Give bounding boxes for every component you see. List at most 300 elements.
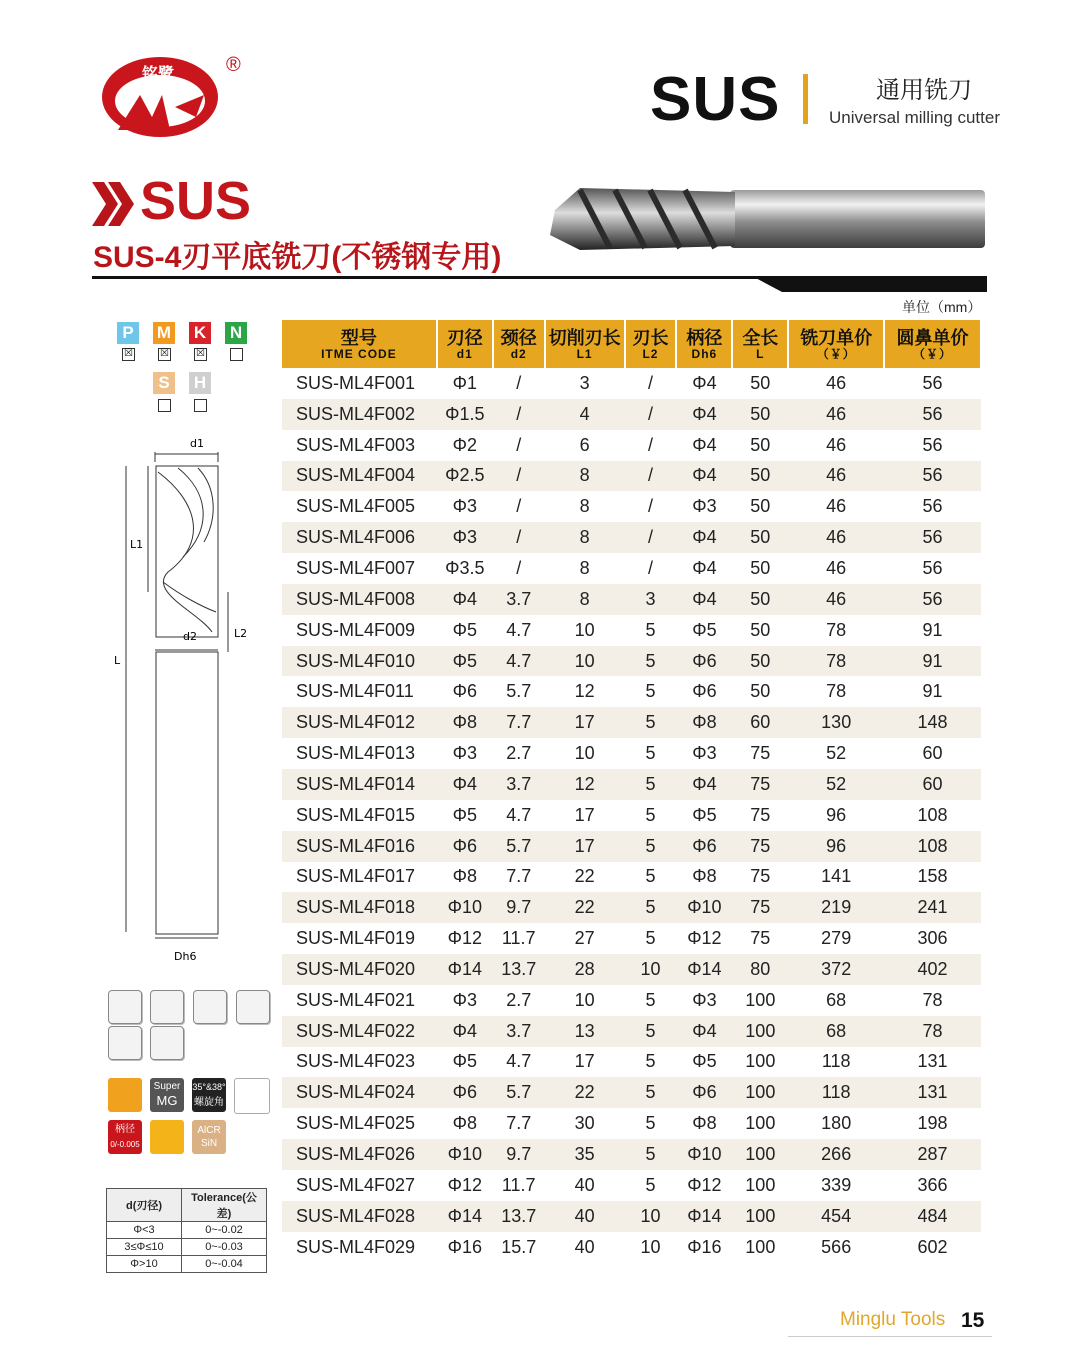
- spec-cell: Φ3: [692, 743, 717, 764]
- product-spec-table: [282, 320, 982, 1262]
- column-header-en: L: [756, 346, 765, 361]
- title-divider: [92, 276, 987, 292]
- spec-cell: 60: [732, 707, 788, 738]
- spec-cell: 56: [884, 399, 981, 430]
- table-row: [282, 1201, 981, 1232]
- spec-cell: 8: [545, 522, 625, 553]
- item-code-cell: SUS-ML4F029: [296, 1236, 416, 1257]
- column-header-cn: 颈径: [500, 327, 537, 348]
- spec-cell: 78: [788, 646, 884, 677]
- spec-cell: 130: [788, 707, 884, 738]
- spec-cell: 5: [625, 831, 677, 862]
- column-header-cn: 刃长: [632, 327, 669, 348]
- spec-cell: Φ3: [452, 496, 477, 517]
- table-row: [282, 1047, 981, 1078]
- spec-cell: 10: [625, 1201, 677, 1232]
- item-code-cell: SUS-ML4F011: [296, 681, 414, 702]
- spec-cell: Φ3: [437, 522, 493, 553]
- spec-cell: 484: [884, 1201, 981, 1232]
- spec-cell: Φ4: [676, 461, 732, 492]
- spec-cell: 10: [625, 954, 677, 985]
- column-header: [732, 320, 788, 368]
- tolerance-value: 0~-0.02: [182, 1222, 267, 1239]
- spec-cell: 372: [788, 954, 884, 985]
- spec-cell: 8: [545, 461, 625, 492]
- spec-cell: 96: [788, 831, 884, 862]
- table-row: [282, 1108, 981, 1139]
- coating-top: AlCR: [197, 1125, 221, 1136]
- column-header-cn: 刃径: [446, 327, 483, 348]
- spec-cell: Φ4: [437, 769, 493, 800]
- spec-cell: /: [625, 522, 677, 553]
- column-header-en: Dh6: [691, 346, 718, 361]
- spec-cell: 52: [788, 769, 884, 800]
- spec-cell: Φ1.5: [437, 399, 493, 430]
- item-code-cell: SUS-ML4F028: [282, 1201, 437, 1232]
- spec-cell: 108: [917, 804, 948, 825]
- table-row: [282, 800, 981, 831]
- spec-cell: 2.7: [506, 743, 532, 764]
- spec-cell: 78: [884, 1016, 981, 1047]
- table-row: [282, 707, 981, 738]
- spec-cell: 5: [645, 866, 656, 887]
- table-row: [282, 862, 981, 893]
- page-number: 15: [961, 1309, 985, 1332]
- item-code-cell: SUS-ML4F020: [282, 954, 437, 985]
- column-header-cn: 柄径: [686, 327, 723, 348]
- category-en: Universal milling cutter: [829, 108, 1000, 127]
- table-row: [282, 738, 981, 769]
- item-code-cell: SUS-ML4F016: [282, 831, 437, 862]
- footer-divider: [788, 1336, 992, 1337]
- spec-cell: 219: [788, 892, 884, 923]
- spec-cell: Φ5: [452, 804, 477, 825]
- spec-cell: Φ4: [676, 399, 732, 430]
- spec-cell: 5: [645, 1051, 656, 1072]
- spec-cell: 141: [821, 866, 852, 887]
- spec-cell: 100: [745, 1113, 776, 1134]
- spec-cell: 17: [574, 804, 595, 825]
- spec-cell: 56: [922, 496, 943, 517]
- helix-bottom: 螺旋角: [194, 1097, 224, 1108]
- spec-cell: Φ8: [676, 707, 732, 738]
- column-header: [437, 320, 493, 368]
- spec-cell: 46: [788, 461, 884, 492]
- side-milling-icon: [236, 990, 270, 1024]
- table-row: [282, 368, 981, 399]
- column-header-cn: 切削刃长: [548, 327, 621, 348]
- spec-cell: 17: [545, 707, 625, 738]
- spec-cell: 78: [922, 989, 943, 1010]
- spec-cell: 68: [826, 989, 847, 1010]
- spec-cell: 9.7: [493, 1139, 545, 1170]
- spec-cell: 28: [545, 954, 625, 985]
- spec-cell: 56: [922, 557, 943, 578]
- spec-cell: Φ3.5: [445, 557, 485, 578]
- slot-milling-icon: [150, 1026, 184, 1060]
- spec-cell: 50: [732, 646, 788, 677]
- item-code-cell: SUS-ML4F007: [296, 557, 416, 578]
- spec-cell: 75: [732, 892, 788, 923]
- item-code-cell: SUS-ML4F009: [296, 619, 416, 640]
- material-s-badge: S: [153, 372, 175, 394]
- spec-cell: Φ8: [692, 866, 717, 887]
- spec-cell: 100: [732, 1016, 788, 1047]
- four-flute-icon: [234, 1078, 270, 1114]
- spec-cell: 91: [922, 681, 943, 702]
- column-header-cn: 圆鼻单价: [896, 327, 969, 348]
- registered-mark: ®: [226, 54, 241, 76]
- material-n-checkbox: [230, 348, 243, 361]
- spec-cell: Φ2: [452, 434, 477, 455]
- spec-cell: 4: [545, 399, 625, 430]
- table-row: [282, 831, 981, 862]
- spec-cell: /: [493, 522, 545, 553]
- spec-cell: /: [516, 496, 522, 517]
- spec-cell: Φ14: [437, 954, 493, 985]
- material-s-checkbox: [158, 399, 171, 412]
- spec-cell: 75: [750, 866, 771, 887]
- label-L2: L2: [234, 627, 248, 640]
- table-row: [282, 584, 981, 615]
- series-code: SUS: [650, 65, 781, 134]
- spec-cell: Φ1: [452, 372, 477, 393]
- spec-cell: 7.7: [506, 1113, 532, 1134]
- column-header-cn: 铣刀单价: [800, 327, 873, 348]
- label-d2: d2: [183, 630, 197, 643]
- logo-text: 铭鹭: [141, 64, 175, 83]
- tolerance-range: Φ>10: [107, 1256, 182, 1273]
- super-mg-badge: [150, 1078, 184, 1112]
- shank-top: 柄径: [115, 1124, 135, 1135]
- spec-cell: 7.7: [493, 707, 545, 738]
- spec-cell: 13.7: [493, 1201, 545, 1232]
- spec-cell: 52: [826, 743, 847, 764]
- spec-cell: /: [625, 461, 677, 492]
- spec-cell: 40: [574, 1236, 595, 1257]
- spec-cell: 306: [917, 928, 948, 949]
- spec-cell: /: [625, 399, 677, 430]
- item-code-cell: SUS-ML4F019: [296, 928, 416, 949]
- table-row: [282, 676, 981, 707]
- spec-cell: 27: [574, 928, 595, 949]
- label-Dh6: Dh6: [174, 950, 197, 963]
- spec-cell: 5: [625, 1016, 677, 1047]
- item-code-cell: SUS-ML4F010: [282, 646, 437, 677]
- spec-cell: 50: [750, 434, 771, 455]
- column-header-en: L1: [576, 346, 593, 361]
- spec-cell: 11.7: [501, 1174, 536, 1195]
- spec-cell: 35: [545, 1139, 625, 1170]
- item-code-cell: SUS-ML4F018: [282, 892, 437, 923]
- spec-cell: 3.7: [493, 584, 545, 615]
- spec-cell: 100: [732, 1077, 788, 1108]
- table-header-row: [282, 320, 981, 368]
- material-p-checkbox: ☒: [122, 348, 135, 361]
- spec-cell: /: [647, 434, 653, 455]
- spec-cell: Φ8: [437, 707, 493, 738]
- spec-cell: 11.7: [501, 928, 536, 949]
- spec-cell: 566: [821, 1236, 852, 1257]
- shank-bottom: 0/-0.005: [110, 1140, 140, 1149]
- item-code-cell: SUS-ML4F008: [282, 584, 437, 615]
- spec-cell: 50: [750, 681, 771, 702]
- end-mill-product-image: [540, 180, 990, 260]
- spec-cell: Φ5: [452, 619, 477, 640]
- spec-cell: 56: [884, 522, 981, 553]
- spec-cell: 17: [574, 1051, 595, 1072]
- shank-tolerance-badge: [108, 1120, 142, 1154]
- category-cn: 通用铣刀: [876, 77, 972, 104]
- spec-cell: Φ6: [437, 831, 493, 862]
- spec-cell: Φ12: [687, 1174, 722, 1195]
- spec-cell: 12: [574, 681, 595, 702]
- spec-cell: Φ8: [692, 1113, 717, 1134]
- spec-cell: Φ4: [692, 372, 717, 393]
- item-code-cell: SUS-ML4F015: [296, 804, 416, 825]
- item-code-cell: SUS-ML4F013: [296, 743, 416, 764]
- spec-cell: 180: [821, 1113, 852, 1134]
- column-header-en: d2: [510, 346, 527, 361]
- spec-cell: Φ4: [437, 1016, 493, 1047]
- product-name: SUS-4刃平底铣刀(不锈钢专用): [93, 241, 502, 274]
- spec-cell: 22: [574, 866, 595, 887]
- table-row: [282, 646, 981, 677]
- table-row: [282, 769, 981, 800]
- spec-cell: 80: [732, 954, 788, 985]
- table-row: [282, 553, 981, 584]
- spec-cell: Φ12: [447, 1174, 482, 1195]
- spec-cell: 8: [545, 584, 625, 615]
- spec-cell: 5: [645, 989, 656, 1010]
- spec-cell: 5: [645, 1174, 656, 1195]
- table-row: [282, 985, 981, 1016]
- shoulder-milling-icon: [150, 990, 184, 1024]
- spec-cell: 100: [745, 1174, 776, 1195]
- spec-cell: /: [647, 496, 653, 517]
- spec-cell: 5: [645, 928, 656, 949]
- material-p-badge: P: [117, 322, 139, 344]
- company-logo: [100, 55, 225, 140]
- tolerance-range: 3≤Φ≤10: [107, 1239, 182, 1256]
- spec-cell: 75: [750, 743, 771, 764]
- spec-cell: 56: [884, 584, 981, 615]
- spec-cell: 75: [750, 928, 771, 949]
- tolerance-value: 0~-0.04: [182, 1256, 267, 1273]
- spec-cell: 13: [545, 1016, 625, 1047]
- spec-cell: Φ6: [676, 646, 732, 677]
- spec-cell: 50: [750, 557, 771, 578]
- material-m-badge: M: [153, 322, 175, 344]
- spec-cell: Φ4: [676, 1016, 732, 1047]
- wear-resistance-icon: [108, 1078, 142, 1112]
- end-mill-dimension-drawing: [108, 432, 258, 972]
- spec-cell: 50: [750, 496, 771, 517]
- material-n-badge: N: [225, 322, 247, 344]
- spec-cell: 3.7: [493, 1016, 545, 1047]
- column-header-en: L2: [642, 346, 659, 361]
- table-row: [282, 1170, 981, 1201]
- tolerance-table: [106, 1188, 267, 1273]
- spec-cell: Φ10: [676, 892, 732, 923]
- table-row: [282, 430, 981, 461]
- spec-cell: Φ5: [692, 619, 717, 640]
- spec-cell: 241: [884, 892, 981, 923]
- header-separator: [803, 74, 808, 124]
- table-body: [282, 368, 981, 1262]
- spec-cell: Φ14: [437, 1201, 493, 1232]
- item-code-cell: SUS-ML4F005: [296, 496, 416, 517]
- spec-cell: 22: [545, 1077, 625, 1108]
- spec-cell: 602: [917, 1236, 948, 1257]
- spec-cell: /: [516, 557, 522, 578]
- spec-cell: Φ3: [452, 743, 477, 764]
- spec-cell: 50: [750, 372, 771, 393]
- spec-cell: /: [516, 372, 522, 393]
- item-code-cell: SUS-ML4F006: [282, 522, 437, 553]
- tolerance-header-tol: Tolerance(公差): [182, 1189, 267, 1222]
- spec-cell: 40: [545, 1201, 625, 1232]
- tolerance-header-d: d(刃径): [107, 1189, 182, 1222]
- spec-cell: 118: [821, 1051, 851, 1072]
- spec-cell: 287: [884, 1139, 981, 1170]
- spec-cell: Φ4: [676, 769, 732, 800]
- spec-cell: Φ14: [676, 1201, 732, 1232]
- spec-cell: 10: [574, 989, 595, 1010]
- spec-cell: /: [493, 461, 545, 492]
- column-header: [788, 320, 884, 368]
- spec-cell: Φ16: [447, 1236, 482, 1257]
- label-L1: L1: [130, 538, 144, 551]
- spec-cell: 12: [545, 769, 625, 800]
- cutting-edge-icon: [150, 1120, 184, 1154]
- spec-cell: Φ10: [676, 1139, 732, 1170]
- spec-cell: 5: [645, 619, 656, 640]
- item-code-cell: SUS-ML4F002: [282, 399, 437, 430]
- spec-cell: 100: [745, 1236, 776, 1257]
- spec-cell: 46: [826, 434, 847, 455]
- helix-top: 35°&38°: [192, 1082, 226, 1092]
- spec-cell: 131: [884, 1077, 981, 1108]
- column-header-en: d1: [456, 346, 473, 361]
- spec-cell: 96: [826, 804, 847, 825]
- spec-cell: 198: [917, 1113, 948, 1134]
- spec-cell: 5: [625, 707, 677, 738]
- spec-cell: Φ4: [437, 584, 493, 615]
- spec-cell: 22: [545, 892, 625, 923]
- spec-cell: /: [516, 434, 522, 455]
- item-code-cell: SUS-ML4F027: [296, 1174, 416, 1195]
- spec-cell: 15.7: [501, 1236, 537, 1257]
- spec-cell: 46: [788, 399, 884, 430]
- footer-brand: Minglu Tools: [840, 1309, 946, 1330]
- spec-cell: 7.7: [506, 866, 532, 887]
- spec-cell: Φ3: [692, 989, 717, 1010]
- spec-cell: 8: [579, 496, 590, 517]
- column-header-en: （￥）: [816, 346, 856, 361]
- coating-badge: [192, 1120, 226, 1154]
- column-header: [493, 320, 545, 368]
- spec-cell: 4.7: [506, 619, 532, 640]
- spec-cell: 118: [788, 1077, 884, 1108]
- spec-cell: 8: [579, 557, 590, 578]
- spec-cell: 108: [884, 831, 981, 862]
- spec-cell: Φ4: [676, 584, 732, 615]
- spec-cell: 279: [821, 928, 852, 949]
- spec-cell: 75: [732, 831, 788, 862]
- item-code-cell: SUS-ML4F014: [282, 769, 437, 800]
- spec-cell: Φ3: [452, 989, 477, 1010]
- item-code-cell: SUS-ML4F025: [296, 1113, 416, 1134]
- spec-cell: Φ3: [692, 496, 717, 517]
- spec-cell: 40: [574, 1174, 595, 1195]
- spec-cell: 148: [884, 707, 981, 738]
- spec-cell: 158: [917, 866, 948, 887]
- spec-cell: Φ4: [676, 522, 732, 553]
- tolerance-value: 0~-0.03: [182, 1239, 267, 1256]
- spec-cell: 46: [826, 372, 847, 393]
- material-h-checkbox: [194, 399, 207, 412]
- spec-cell: Φ5: [437, 646, 493, 677]
- double-chevron-icon: [92, 180, 138, 228]
- spec-cell: 68: [788, 1016, 884, 1047]
- column-header: [884, 320, 981, 368]
- spec-cell: Φ12: [687, 928, 722, 949]
- spec-cell: 46: [788, 584, 884, 615]
- spec-cell: 50: [732, 522, 788, 553]
- spec-cell: Φ4: [692, 434, 717, 455]
- table-row: [282, 954, 981, 985]
- spec-cell: Φ8: [452, 1113, 477, 1134]
- spec-cell: 56: [922, 372, 943, 393]
- spec-cell: 17: [545, 831, 625, 862]
- spec-cell: 266: [788, 1139, 884, 1170]
- spec-cell: 5.7: [506, 681, 532, 702]
- material-h-badge: H: [189, 372, 211, 394]
- spec-cell: 4.7: [506, 1051, 532, 1072]
- column-header: [625, 320, 677, 368]
- spec-cell: Φ6: [676, 831, 732, 862]
- spec-cell: 91: [922, 619, 943, 640]
- spec-cell: Φ16: [687, 1236, 722, 1257]
- spec-cell: 5: [625, 892, 677, 923]
- spec-cell: 10: [545, 646, 625, 677]
- spec-cell: /: [647, 372, 653, 393]
- spec-cell: 2.7: [506, 989, 532, 1010]
- column-header: [676, 320, 732, 368]
- spec-cell: 5: [645, 804, 656, 825]
- spec-cell: Φ2.5: [437, 461, 493, 492]
- spec-cell: Φ6: [676, 1077, 732, 1108]
- spec-cell: 5: [625, 1139, 677, 1170]
- spec-cell: /: [647, 557, 653, 578]
- spec-cell: Φ6: [692, 681, 717, 702]
- spec-cell: Φ6: [452, 681, 477, 702]
- column-header-en: （￥）: [913, 346, 953, 361]
- spec-cell: Φ12: [447, 928, 482, 949]
- unit-label: 单位（mm）: [902, 299, 982, 315]
- spec-cell: 100: [745, 1051, 776, 1072]
- spec-cell: Φ10: [437, 892, 493, 923]
- column-header: [282, 320, 437, 368]
- spec-cell: 4.7: [506, 804, 532, 825]
- spec-cell: 100: [745, 989, 776, 1010]
- table-row: [282, 491, 981, 522]
- spec-cell: 78: [826, 681, 847, 702]
- spec-cell: 9.7: [493, 892, 545, 923]
- spec-cell: 131: [917, 1051, 948, 1072]
- spec-cell: 339: [821, 1174, 852, 1195]
